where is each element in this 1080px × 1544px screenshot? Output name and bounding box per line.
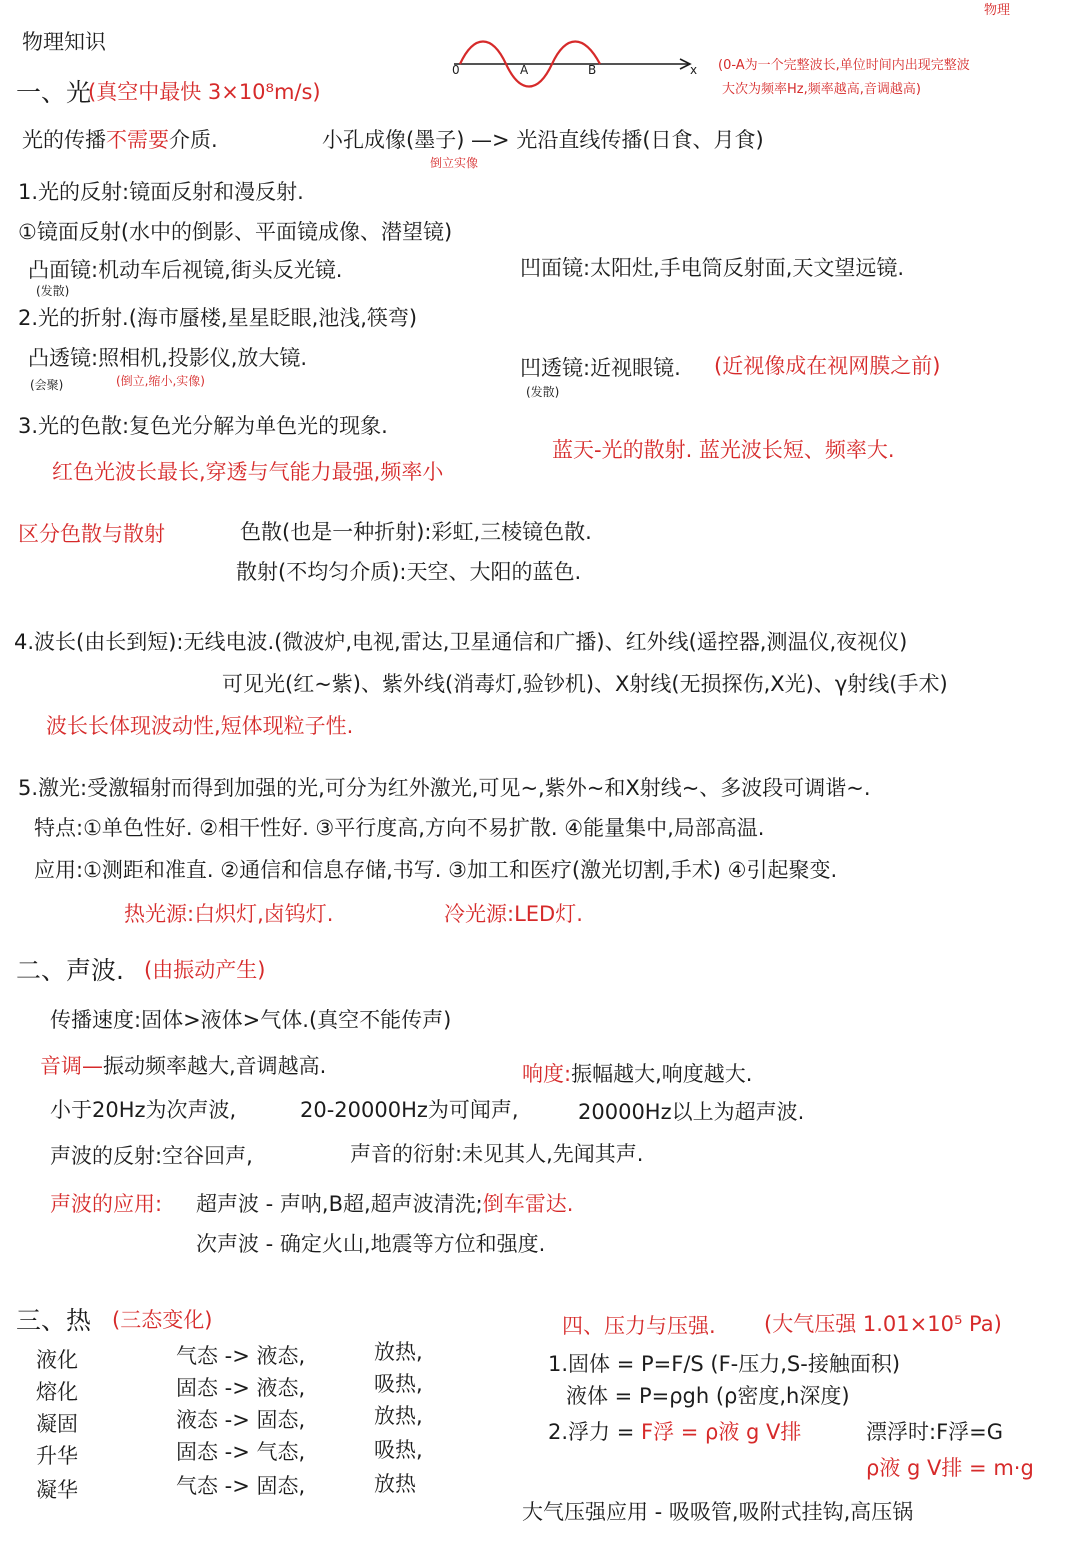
buoyancy-label: 2.浮力 = bbox=[548, 1420, 635, 1444]
concave-lens: 凹透镜:近视眼镜. bbox=[520, 356, 681, 380]
pitch-label: 音调— bbox=[40, 1054, 103, 1078]
audible-range: 20-20000Hz为可闻声, bbox=[300, 1098, 519, 1122]
wave-note-1: (0-A为一个完整波长,单位时间内出现完整波 bbox=[718, 58, 970, 73]
phase-states: 固态 -> 气态, bbox=[176, 1440, 306, 1464]
pitch-text: 振动频率越大,音调越高. bbox=[103, 1054, 327, 1078]
wave-label-a: A bbox=[520, 63, 529, 77]
red-light-note bbox=[52, 460, 443, 485]
heat-heading: 三、热 bbox=[16, 1306, 92, 1335]
phase-name: 凝华 bbox=[36, 1478, 78, 1502]
solid-pressure: 1.固体 = P=F/S (F-压力,S-接触面积) bbox=[548, 1352, 901, 1376]
phase-name: 凝固 bbox=[36, 1412, 78, 1436]
phase-heat: 放热, bbox=[374, 1340, 423, 1364]
convex-lens-red: (倒立,缩小,实像) bbox=[116, 374, 205, 388]
pinhole-line: 小孔成像(墨子) —> 光沿直线传播(日食、月食) bbox=[322, 128, 764, 152]
phase-heat: 放热, bbox=[374, 1404, 423, 1428]
sky-blue-note: 蓝天-光的散射. 蓝光波长短、频率大. bbox=[552, 438, 895, 462]
convex-lens-note: (会聚) bbox=[30, 378, 64, 392]
dispersion-def: 色散(也是一种折射):彩虹,三棱镜色散. bbox=[240, 520, 592, 544]
hot-light-source: 热光源:白炽灯,卤钨灯. bbox=[124, 902, 334, 926]
float-condition bbox=[866, 1420, 1003, 1445]
phase-heat: 放热 bbox=[374, 1472, 416, 1496]
distinguish-label: 区分色散与散射 bbox=[18, 522, 165, 546]
laser-features: 特点:①单色性好. ②相干性好. ③平行度高,方向不易扩散. ④能量集中,局部高温. bbox=[34, 816, 765, 840]
medium-text-a: 光的传播 bbox=[22, 128, 106, 152]
wave-label-b: B bbox=[588, 63, 597, 77]
convex-mirror: 凸面镜:机动车后视镜,街头反光镜. bbox=[28, 258, 343, 282]
wave-note-2: 大次为频率Hz,频率越高,音调越高) bbox=[722, 82, 921, 97]
atmospheric-pressure-applications: 大气压强应用 - 吸吸管,吸附式挂钩,高压锅 bbox=[522, 1500, 914, 1524]
corner-label: 物理 bbox=[984, 3, 1011, 18]
ultrasound-range: 20000Hz以上为超声波. bbox=[578, 1100, 805, 1124]
phase-name: 液化 bbox=[36, 1348, 78, 1372]
wave-label-origin: 0 bbox=[452, 63, 460, 77]
wave-diagram bbox=[440, 32, 700, 88]
light-heading: 一、光 bbox=[16, 78, 92, 107]
phase-heat: 吸热, bbox=[374, 1372, 423, 1396]
heat-heading-note: (三态变化) bbox=[112, 1308, 213, 1332]
float-label: 漂浮时:F浮=G bbox=[866, 1420, 1004, 1444]
light-medium-line bbox=[22, 128, 218, 153]
red-light-text: 红色光波长最长,穿透与气能力最强,频率小 bbox=[52, 460, 444, 484]
sound-speed: 传播速度:固体>液体>气体.(真空不能传声) bbox=[50, 1008, 452, 1032]
concave-lens-red: (近视像成在视网膜之前) bbox=[714, 354, 941, 378]
phase-states: 液态 -> 固态, bbox=[176, 1408, 306, 1432]
phase-name: 熔化 bbox=[36, 1380, 78, 1404]
buoyancy-formula: F浮 = ρ液 g V排 bbox=[641, 1420, 802, 1444]
medium-text-c: 介质. bbox=[169, 128, 218, 152]
wavelength-line-1: 4.波长(由长到短):无线电波.(微波炉,电视,雷达,卫星通信和广播)、红外线(遥控器,测温仪,夜视仪) bbox=[14, 630, 908, 654]
pressure-heading: 四、压力与压强. bbox=[562, 1314, 716, 1338]
page-title: 物理知识 bbox=[22, 30, 106, 54]
infrasound-range: 小于20Hz为次声波, bbox=[50, 1098, 237, 1122]
reflection-title: 1.光的反射:镜面反射和漫反射. bbox=[18, 180, 304, 204]
infrasound-app: 次声波 - 确定火山,地震等方位和强度. bbox=[196, 1232, 546, 1256]
laser-apps: 应用:①测距和准直. ②通信和信息存储,书写. ③加工和医疗(激光切割,手术) ④引起聚变. bbox=[34, 858, 838, 882]
sound-diffraction: 声音的衍射:未见其人,先闻其声. bbox=[350, 1142, 644, 1166]
buoyancy-line bbox=[548, 1420, 801, 1445]
scatter-def: 散射(不均匀介质):天空、大阳的蓝色. bbox=[236, 560, 582, 584]
phase-states: 气态 -> 液态, bbox=[176, 1344, 306, 1368]
wavelength-red-note: 波长长体现波动性,短体现粒子性. bbox=[46, 714, 354, 738]
medium-text-b: 不需要 bbox=[106, 128, 169, 152]
convex-lens: 凸透镜:照相机,投影仪,放大镜. bbox=[28, 346, 308, 370]
sound-app-label: 声波的应用: bbox=[50, 1192, 163, 1216]
wavelength-line-2: 可见光(红~紫)、紫外线(消毒灯,验钞机)、X射线(无损探伤,X光)、γ射线(手术) bbox=[222, 672, 948, 696]
phase-heat: 吸热, bbox=[374, 1438, 423, 1462]
light-speed-note: (真空中最快 3×10⁸m/s) bbox=[88, 80, 321, 104]
sound-heading: 二、声波. bbox=[16, 956, 124, 985]
pitch-line bbox=[40, 1054, 326, 1079]
float-equation: ρ液 g V排 = m·g bbox=[866, 1456, 1034, 1480]
sound-echo: 声波的反射:空谷回声, bbox=[50, 1144, 253, 1168]
phase-states: 固态 -> 液态, bbox=[176, 1376, 306, 1400]
ultrasound-app-line bbox=[196, 1192, 573, 1217]
loudness-text: 振幅越大,响度越大. bbox=[571, 1062, 753, 1086]
wave-label-x: x bbox=[690, 63, 698, 77]
laser-line-1: 5.激光:受激辐射而得到加强的光,可分为红外激光,可见~,紫外~和X射线~、多波段可调谐~. bbox=[18, 776, 871, 800]
atmospheric-pressure: (大气压强 1.01×10⁵ Pa) bbox=[764, 1312, 1002, 1336]
cold-light-source: 冷光源:LED灯. bbox=[444, 902, 583, 926]
phase-states: 气态 -> 固态, bbox=[176, 1474, 306, 1498]
convex-mirror-note: (发散) bbox=[36, 284, 70, 298]
ultrasound-app-red: 倒车雷达. bbox=[482, 1192, 574, 1216]
liquid-pressure: 液体 = P=ρgh (ρ密度,h深度) bbox=[566, 1384, 850, 1408]
phase-name: 升华 bbox=[36, 1444, 78, 1468]
ultrasound-app: 超声波 - 声呐,B超,超声波清洗; bbox=[196, 1192, 483, 1216]
loudness-label: 响度: bbox=[522, 1062, 572, 1086]
dispersion-title: 3.光的色散:复色光分解为单色光的现象. bbox=[18, 414, 388, 438]
pinhole-note: 倒立实像 bbox=[430, 156, 479, 170]
sound-heading-note: (由振动产生) bbox=[144, 958, 266, 982]
loudness-line bbox=[522, 1062, 752, 1087]
refraction-title: 2.光的折射.(海市蜃楼,星星眨眼,池浅,筷弯) bbox=[18, 306, 418, 330]
concave-lens-note: (发散) bbox=[526, 385, 560, 399]
concave-mirror: 凹面镜:太阳灶,手电筒反射面,天文望远镜. bbox=[520, 256, 905, 280]
mirror-reflection: ①镜面反射(水中的倒影、平面镜成像、潜望镜) bbox=[18, 220, 453, 244]
